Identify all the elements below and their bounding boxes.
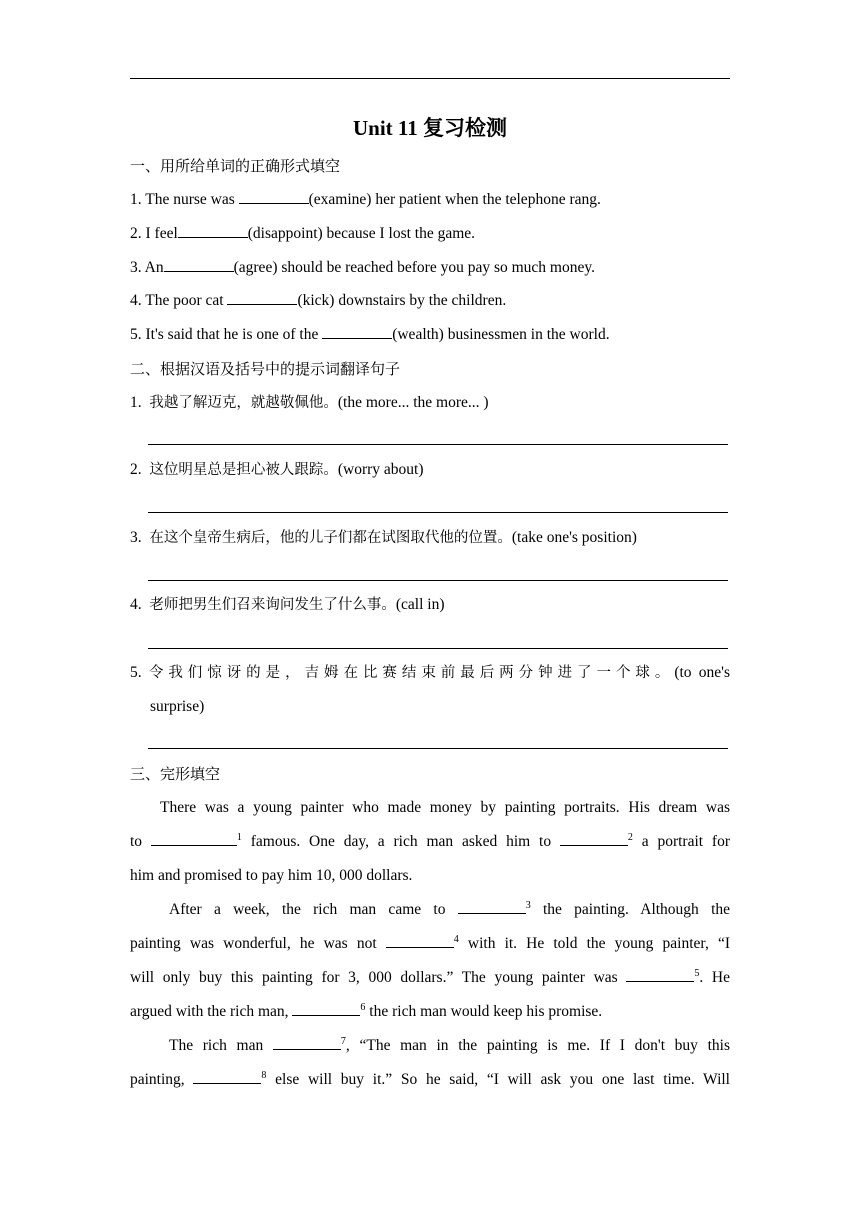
section1-heading: 一、用所给单词的正确形式填空 [130,157,341,175]
passage-line: The rich man $^7$, “The man in the painting is me. If I don't buy this [169,1035,730,1054]
translate-item-4: 4. 老师把男生们召来询问发生了什么事。(call in) [130,596,445,613]
fill-item-5: 5. It's said that he is one of the (wealth) businessmen in the world. [130,326,610,343]
passage-line: argued with the rich man, $^6$ the rich man would keep his promise. [130,1001,603,1020]
section3-heading: 三、完形填空 [130,765,221,783]
fill-item-4: 4. The poor cat (kick) downstairs by the children. [130,292,507,309]
cloze-blank-5[interactable] [626,967,694,982]
answer-line-1[interactable] [148,444,728,445]
fill-item-1: 1. The nurse was (examine) her patient when the telephone rang. [130,191,601,208]
answer-line-3[interactable] [148,580,728,581]
cloze-blank-7[interactable] [273,1035,341,1050]
answer-line-2[interactable] [148,512,728,513]
answer-blank[interactable] [322,324,392,339]
cloze-blank-3[interactable] [458,899,526,914]
answer-blank[interactable] [164,257,234,272]
translate-item-5-cont: surprise) [150,698,205,715]
cloze-blank-6[interactable] [292,1001,360,1016]
translate-item-1: 1. 我越了解迈克，就越敬佩他。(the more... the more... ) [130,394,489,411]
cloze-blank-2[interactable] [560,831,628,846]
passage-line: painting was wonderful, he was not $^4$ with it. He told the young painter, “I [130,933,730,952]
translate-item-3: 3. 在这个皇帝生病后，他的儿子们都在试图取代他的位置。(take one's position) [130,529,637,546]
translate-item-2: 2. 这位明星总是担心被人跟踪。(worry about) [130,461,424,478]
page-title: Unit 11 复习检测 [352,116,507,140]
answer-line-5[interactable] [148,748,728,749]
cloze-blank-4[interactable] [386,933,454,948]
fill-item-3: 3. An (agree) should be reached before you pay so much money. [130,259,595,276]
translate-item-5: 5. 令我们惊讶的是，吉姆在比赛结束前最后两分钟进了一个球。(to one's [130,664,731,681]
answer-blank[interactable] [239,189,309,204]
answer-line-4[interactable] [148,648,728,649]
section2-heading: 二、根据汉语及括号中的提示词翻译句子 [130,360,401,378]
passage-line: painting, $^8$ else will buy it.” So he said, “I will ask you one last time. Will [130,1069,730,1088]
passage-line: him and promised to pay him 10, 000 dollars. [130,867,413,884]
passage-line: There was a young painter who made money by painting portraits. His dream was [160,799,730,816]
cloze-blank-8[interactable] [193,1069,261,1084]
passage-line: to $^1$ famous. One day, a rich man asked him to $^2$ a portrait for [130,831,730,850]
answer-blank[interactable] [227,290,297,305]
passage-line: After a week, the rich man came to $^3$ the painting. Although the [169,899,731,918]
fill-item-2: 2. I feel (disappoint) because I lost the game. [130,225,476,242]
answer-blank[interactable] [178,223,248,238]
passage-line: will only buy this painting for 3, 000 dollars.” The young painter was $^5$. He [130,967,730,986]
header-rule [130,78,730,79]
cloze-blank-1[interactable] [151,831,237,846]
